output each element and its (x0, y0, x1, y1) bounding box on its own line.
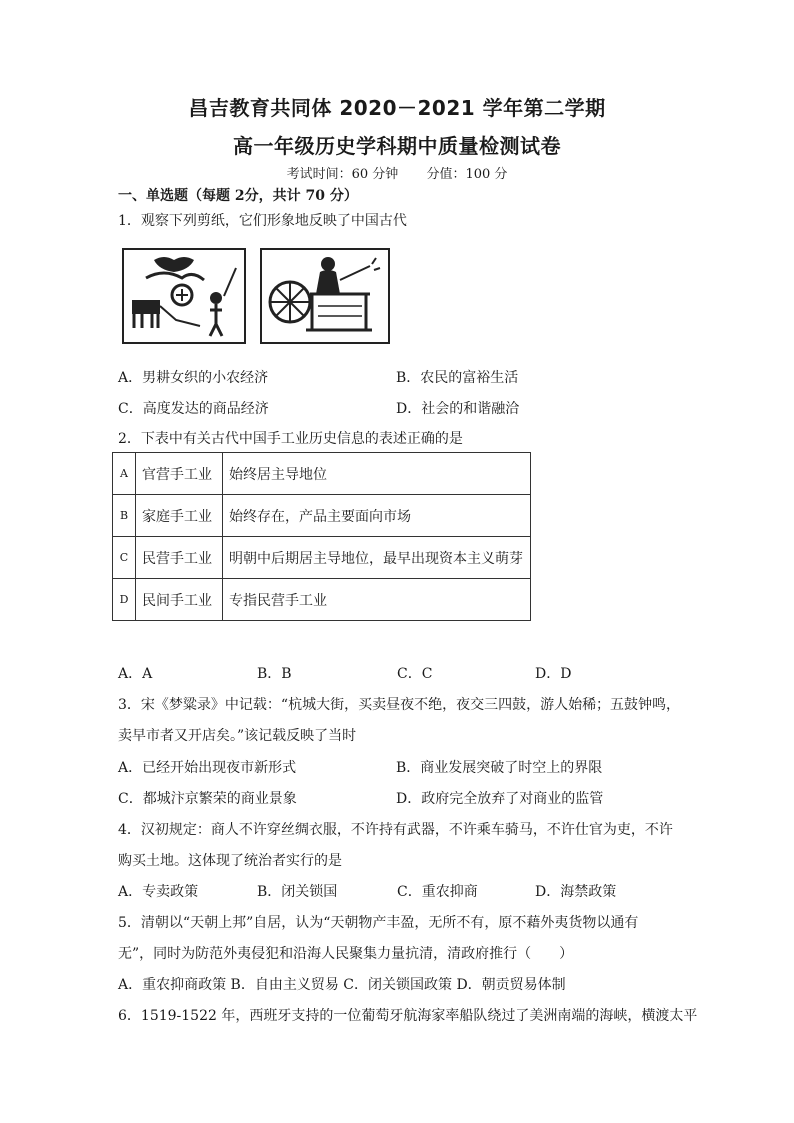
q4-stem-line2: 购买土地。这体现了统治者实行的是 (118, 853, 342, 869)
table-cell-desc: 始终居主导地位 (223, 453, 531, 495)
table-cell-desc: 明朝中后期居主导地位，最早出现资本主义萌芽 (223, 537, 531, 579)
q3-option-d: D．政府完全放弃了对商业的监管 (396, 791, 604, 807)
exam-meta (0, 163, 794, 182)
table-row (113, 495, 531, 537)
q1-stem: 1．观察下列剪纸，它们形象地反映了中国古代 (118, 213, 407, 229)
exam-score: 分值：100 分 (426, 167, 508, 182)
q4-option-b: B．闭关锁国 (257, 884, 338, 900)
q1-option-a: A．男耕女织的小农经济 (118, 370, 269, 386)
table-cell-kind: 官营手工业 (136, 453, 223, 495)
q3-option-a: A．已经开始出现夜市新形式 (118, 760, 297, 776)
q3-option-b: B．商业发展突破了时空上的界限 (396, 760, 603, 776)
table-cell-desc: 专指民营手工业 (223, 579, 531, 621)
q3-option-c: C．都城汴京繁荣的商业景象 (118, 791, 297, 807)
q4-option-d: D．海禁政策 (535, 884, 617, 900)
q1-option-c: C．高度发达的商品经济 (118, 401, 269, 417)
q1-option-b: B．农民的富裕生活 (396, 370, 519, 386)
q2-table (112, 452, 531, 621)
exam-title-line2: 高一年级历史学科期中质量检测试卷 (233, 134, 561, 158)
q1-option-d: D．社会的和谐融洽 (396, 401, 520, 417)
paper-cut-farming-icon (122, 248, 246, 344)
q2-stem: 2．下表中有关古代中国手工业历史信息的表述正确的是 (118, 431, 463, 447)
q5-stem-line1: 5．清朝以“天朝上邦”自居，认为“天朝物产丰盈，无所不有，原不藉外夷货物以通有 (118, 915, 639, 931)
table-cell-letter: B (113, 495, 136, 537)
exam-title-line1: 昌吉教育共同体 2020－2021 学年第二学期 (188, 96, 606, 120)
table-cell-letter: A (113, 453, 136, 495)
q3-stem-line1: 3．宋《梦粱录》中记载：“杭城大街，买卖昼夜不绝，夜交三四鼓，游人始稀；五鼓钟鸣， (118, 697, 681, 713)
section-heading: 一、单选题（每题 2分，共计 70 分） (118, 188, 358, 204)
q2-option-a: A．A (118, 666, 153, 682)
q3-stem-line2: 卖早市者又开店矣。”该记载反映了当时 (118, 728, 357, 744)
q2-option-b: B．B (257, 666, 292, 682)
table-cell-letter: D (113, 579, 136, 621)
table-cell-kind: 民间手工业 (136, 579, 223, 621)
exam-time: 考试时间：60 分钟 (286, 167, 399, 182)
q4-stem-line1: 4．汉初规定：商人不许穿丝绸衣服，不许持有武器，不许乘车骑马，不许仕官为吏，不许 (118, 822, 673, 838)
q6-stem-line1: 6．1519-1522 年，西班牙支持的一位葡萄牙航海家率船队绕过了美洲南端的海峡，横渡太平 (118, 1008, 698, 1024)
table-cell-kind: 家庭手工业 (136, 495, 223, 537)
q4-option-c: C．重农抑商 (397, 884, 478, 900)
q2-option-d: D．D (535, 666, 572, 682)
q4-option-a: A．专卖政策 (118, 884, 199, 900)
q5-stem-line2: 无”，同时为防范外夷侵犯和沿海人民聚集力量抗清，清政府推行（ ） (118, 946, 574, 962)
q5-options: A．重农抑商政策 B．自由主义贸易 C．闭关锁国政策 D．朝贡贸易体制 (118, 977, 566, 993)
table-row (113, 579, 531, 621)
table-cell-letter: C (113, 537, 136, 579)
q2-option-c: C．C (397, 666, 433, 682)
table-cell-kind: 民营手工业 (136, 537, 223, 579)
paper-cut-weaving-icon (260, 248, 390, 344)
table-cell-desc: 始终存在，产品主要面向市场 (223, 495, 531, 537)
table-row (113, 537, 531, 579)
table-row (113, 453, 531, 495)
